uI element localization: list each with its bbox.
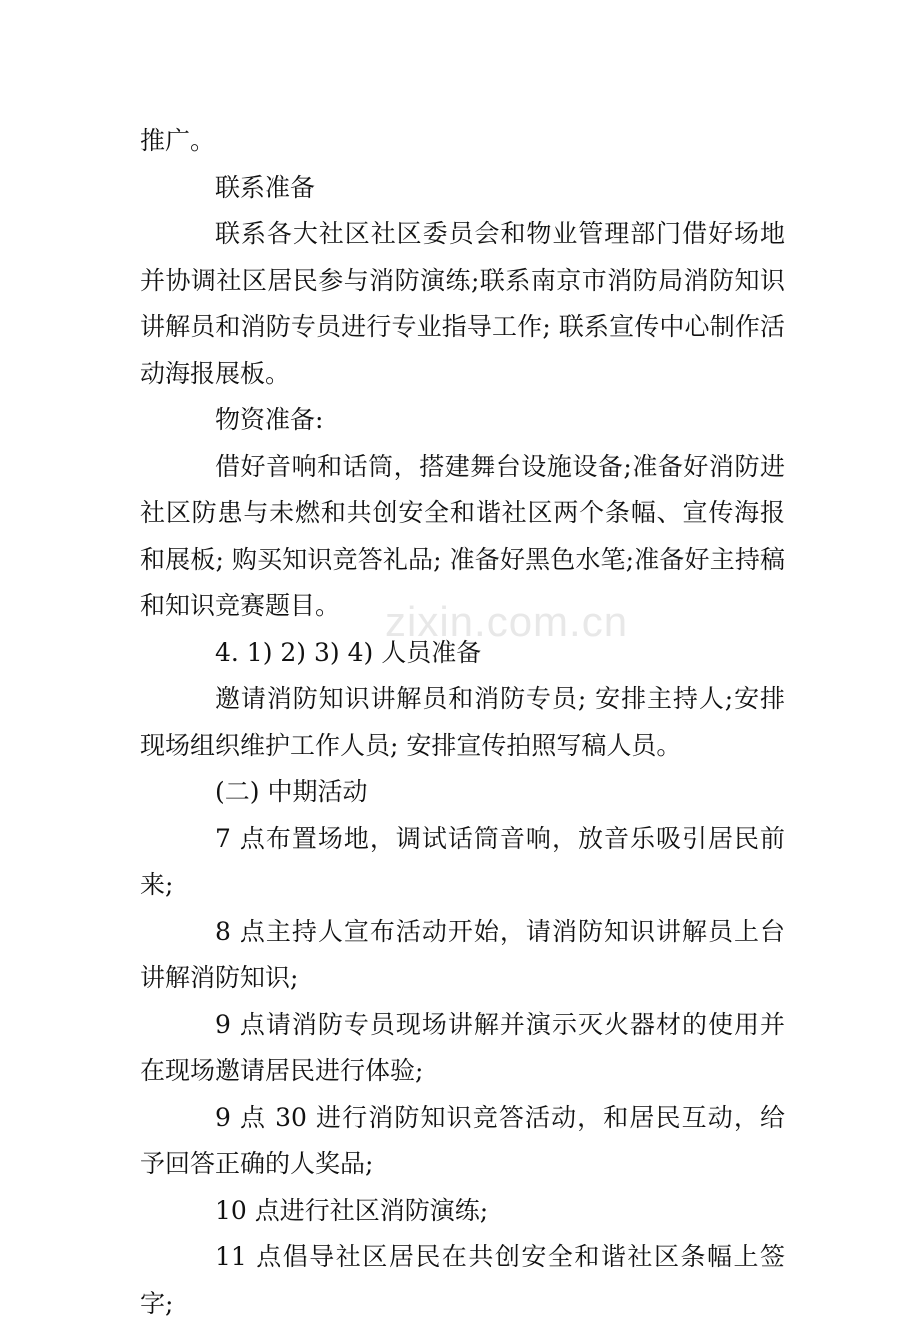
schedule-item: 9 点请消防专员现场讲解并演示灭火器材的使用并在现场邀请居民进行体验; (140, 1009, 785, 1085)
schedule-item: 10 点进行社区消防演练; (215, 1195, 489, 1225)
section-heading-contact: 联系准备 (215, 172, 316, 202)
schedule-item: 9 点 30 进行消防知识竞答活动，和居民互动，给予回答正确的人奖品; (140, 1102, 785, 1178)
schedule-item: 11 点倡导社区居民在共创安全和谐社区条幅上签字; (140, 1242, 785, 1318)
paragraph: 借好音响和话筒，搭建舞台设施设备;准备好消防进社区防患与未燃和共创安全和谐社区两个条幅、宣传海报和展板; 购买知识竞答礼品; 准备好黑色水笔;准备好主持稿和知识竞赛题目。 (140, 451, 785, 620)
paragraph: 推广。 (140, 126, 216, 155)
schedule-item: 8 点主持人宣布活动开始，请消防知识讲解员上台讲解消防知识; (140, 916, 785, 992)
section-heading-materials: 物资准备: (215, 405, 324, 434)
schedule-item: 7 点布置场地，调试话筒音响，放音乐吸引居民前来; (140, 823, 785, 899)
document-body (140, 118, 785, 1327)
paragraph: 邀请消防知识讲解员和消防专员; 安排主持人;安排现场组织维护工作人员; 安排宣传拍照写稿人员。 (140, 684, 785, 760)
section-heading-mid-activity: (二) 中期活动 (215, 777, 368, 806)
paragraph: 联系各大社区社区委员会和物业管理部门借好场地并协调社区居民参与消防演练;联系南京市消防局消防知识讲解员和消防专员进行专业指导工作; 联系宣传中心制作活动海报展板。 (140, 219, 785, 388)
section-heading-personnel: 4. 1) 2) 3) 4) 人员准备 (215, 637, 482, 667)
watermark: zixin.com.cn (385, 598, 629, 645)
